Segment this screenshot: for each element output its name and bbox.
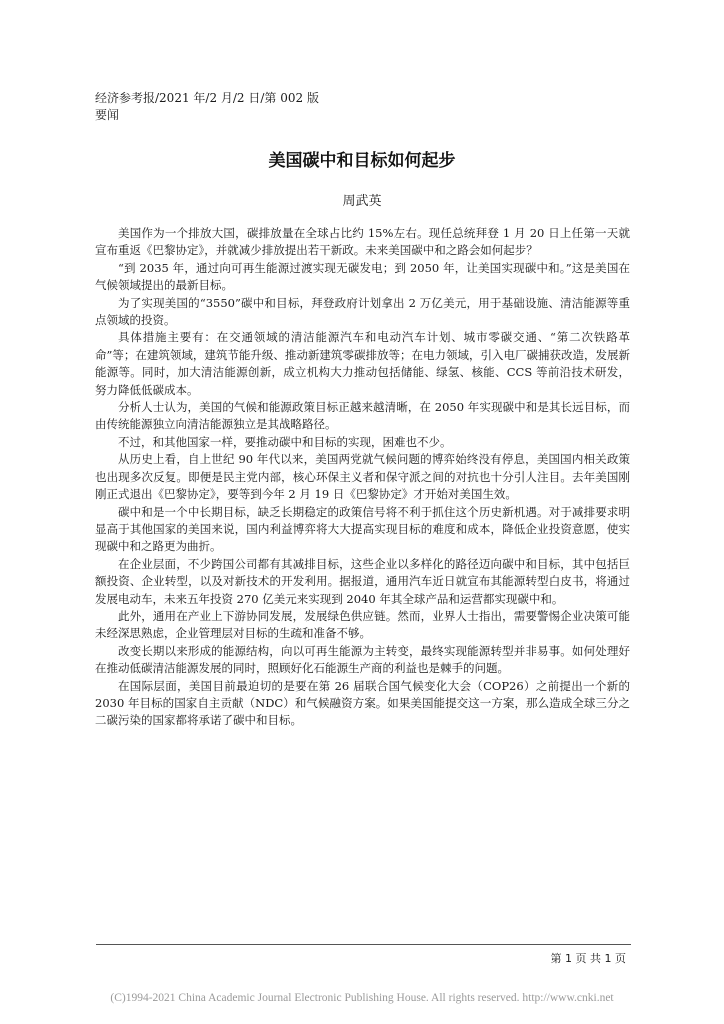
paragraph: 不过，和其他国家一样，要推动碳中和目标的实现，困难也不少。 [118, 434, 452, 449]
article-body [95, 225, 630, 730]
paragraph: 美国作为一个排放大国，碳排放量在全球占比约 15%左右。现任总统拜登 1 月 20 日上任第一天就宣布重返《巴黎协定》，并就减少排放提出若干新政。未来美国碳中和之路会如何起步？ [95, 226, 630, 258]
section-label: 要闻 [95, 108, 120, 122]
page-number: 第 1 页 共 1 页 [550, 952, 626, 965]
paragraph: 具体措施主要有：在交通领域的清洁能源汽车和电动汽车计划、城市零碳交通、“第二次铁路革命”等；在建筑领域，建筑节能升级、推动新建筑零碳排放等；在电力领域，引入电厂碳捕获改造，发展新能源等。同时，加大清洁能源创新，成立机构大力推动包括储能、绿氢、核能、CCS 等前沿技术研发，努力降低低碳成本。 [95, 330, 630, 397]
paragraph: 在国际层面，美国目前最迫切的是要在第 26 届联合国气候变化大会（COP26）之前提出一个新的 2030 年目标的国家自主贡献（NDC）和气候融资方案。如果美国能提交这一方案，那么造成全球三分之二碳污染的国家都将承诺了碳中和目标。 [95, 678, 630, 728]
source-line: 经济参考报/2021 年/2 月/2 日/第 002 版 [95, 91, 319, 105]
copyright-notice: (C)1994-2021 China Academic Journal Electronic Publishing House. All rights reserved. http://www.cnki.net [110, 992, 614, 1004]
paragraph: 此外，通用在产业上下游协同发展，发展绿色供应链。然而，业界人士指出，需要警惕企业决策可能未经深思熟虑，企业管理层对目标的生疏和准备不够。 [95, 608, 630, 641]
paragraph: 从历史上看，自上世纪 90 年代以来，美国两党就气候问题的博弈始终没有停息，美国国内相关政策也出现多次反复。即便是民主党内部，核心环保主义者和保守派之间的对抗也十分引人注目。去年美国刚刚正式退出《巴黎协定》，要等到今年 2 月 19 日《巴黎协定》才开始对美国生效。 [95, 452, 630, 502]
paragraph: 改变长期以来形成的能源结构，向以可再生能源为主转变，最终实现能源转型并非易事。如何处理好在推动低碳清洁能源发展的同时，照顾好化石能源生产商的利益也是棘手的问题。 [95, 643, 630, 676]
paragraph: 为了实现美国的“3550”碳中和目标，拜登政府计划拿出 2 万亿美元，用于基础设施、清洁能源等重点领域的投资。 [95, 295, 630, 328]
paragraph: “到 2035 年，通过向可再生能源过渡实现无碳发电；到 2050 年，让美国实现碳中和。”这是美国在气候领域提出的最新目标。 [95, 260, 630, 293]
paragraph: 分析人士认为，美国的气候和能源政策目标正越来越清晰，在 2050 年实现碳中和是其长远目标，而由传统能源独立向清洁能源独立是其战略路径。 [95, 400, 630, 432]
article-header [95, 90, 319, 124]
footer-divider [96, 944, 631, 945]
article-title: 美国碳中和目标如何起步 [268, 151, 456, 171]
article-author: 周武英 [342, 194, 382, 209]
paragraph: 碳中和是一个中长期目标，缺乏长期稳定的政策信号将不利于抓住这个历史新机遇。对于减排要求明显高于其他国家的美国来说，国内利益博弈将大大提高实现目标的难度和成本，降低企业投资意愿，使实现碳中和之路更为曲折。 [95, 504, 630, 554]
paragraph: 在企业层面，不少跨国公司都有其减排目标，这些企业以多样化的路径迈向碳中和目标，其中包括巨额投资、企业转型，以及对新技术的开发利用。据报道，通用汽车近日就宣布其能源转型白皮书，将通过发展电动车，未来五年投资 270 亿美元来实现到 2040 年其全球产品和运营都实现碳中和。 [95, 556, 630, 606]
